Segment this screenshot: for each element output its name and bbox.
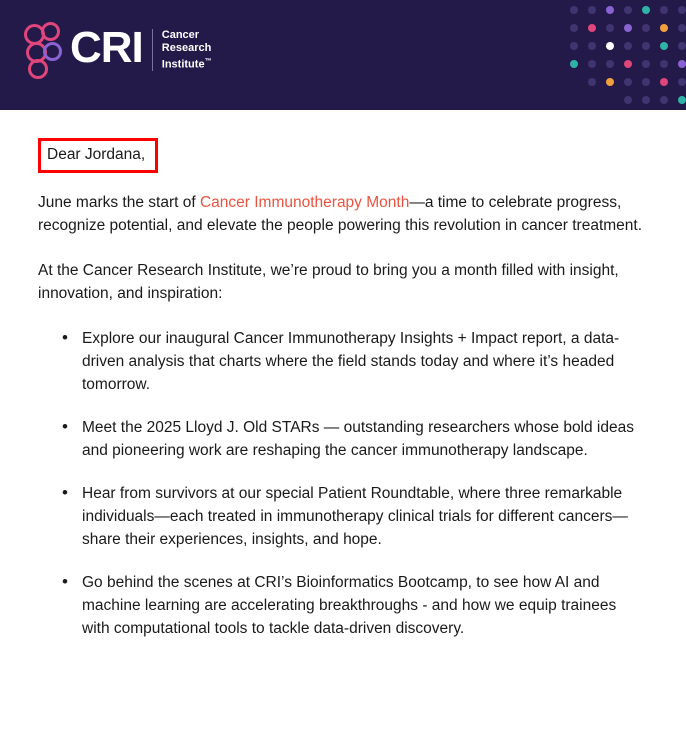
trademark-symbol: ™	[204, 57, 212, 65]
logo-wordmark	[152, 29, 212, 72]
logo-word-institute-text: Institute	[161, 58, 205, 71]
cri-logo[interactable]	[24, 22, 212, 74]
list-item: • Explore our inaugural Cancer Immunotherapy Insights + Impact report, a data-driven analysis that charts where the field stands today and where it’s headed tomorrow.	[60, 327, 646, 396]
cri-circles-icon	[24, 22, 64, 74]
greeting-text: Dear Jordana,	[47, 146, 146, 163]
decorative-dot-pattern	[566, 0, 686, 110]
cancer-immunotherapy-month-link[interactable]: Cancer Immunotherapy Month	[199, 194, 410, 211]
highlights-list	[38, 327, 646, 640]
logo-word-research: Research	[161, 41, 212, 54]
list-item: • Go behind the scenes at CRI’s Bioinformatics Bootcamp, to see how AI and machine learning are accelerating breakthroughs - and how we equip trainees with computational tools to tackle data-driven discovery.	[60, 571, 646, 640]
list-item: • Meet the 2025 Lloyd J. Old STARs — outstanding researchers whose bold ideas and pioneering work are reshaping the cancer immunotherapy landscape.	[60, 416, 646, 462]
email-body	[0, 110, 686, 640]
greeting-highlight-box	[38, 138, 158, 173]
intro-text-after: —a time to celebrate progress, recognize potential, and elevate the people powering this revolution in cancer treatment.	[38, 194, 643, 234]
logo-word-institute	[162, 55, 212, 72]
intro-paragraph	[38, 191, 646, 237]
email-header	[0, 0, 686, 110]
logo-initials: CRI	[70, 23, 143, 72]
intro-text-before: June marks the start of	[38, 194, 200, 211]
logo-word-cancer: Cancer	[161, 28, 200, 41]
second-paragraph: At the Cancer Research Institute, we’re proud to bring you a month filled with insight, innovation, and inspiration:	[38, 262, 619, 302]
list-item: • Hear from survivors at our special Patient Roundtable, where three remarkable individuals—each treated in immunotherapy clinical trials for different cancers—share their experiences, insights, and hope.	[60, 482, 646, 551]
